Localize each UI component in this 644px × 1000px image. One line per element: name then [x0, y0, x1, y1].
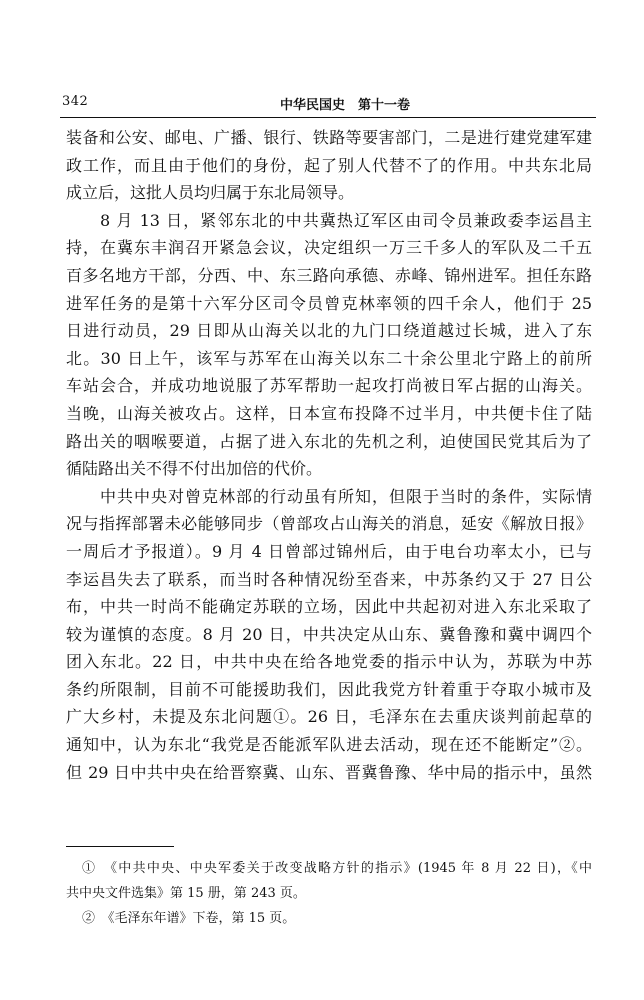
body-line: 车站会合，并成功地说服了苏军帮助一起攻打尚被日军占据的山海关。	[66, 376, 592, 396]
footnote-separator	[66, 846, 174, 847]
body-line: 日进行动员，29 日即从山海关以北的九门口绕道越过长城，进入了东	[66, 321, 592, 341]
body-line: 一周后才予报道）。9 月 4 日曾部过锦州后，由于电台功率太小，已与	[66, 541, 592, 561]
body-line: 北。30 日上午，该军与苏军在山海关以东二十余公里北宁路上的前所	[66, 348, 592, 368]
body-line: 政工作，而且由于他们的身份，起了别人代替不了的作用。中共东北局	[66, 155, 592, 175]
body-line: 当晚，山海关被攻占。这样，日本宣布投降不过半月，中共便卡住了陆	[66, 403, 592, 423]
body-line: 通知中，认为东北“我党是否能派军队进去活动，现在还不能断定”②。	[66, 735, 592, 755]
body-line: 循陆路出关不得不付出加倍的代价。	[66, 459, 323, 479]
body-line: 中共中央对曾克林部的行动虽有所知，但限于当时的条件，实际情	[100, 486, 592, 506]
body-line: 广大乡村，未提及东北问题①。26 日，毛泽东在去重庆谈判前起草的	[66, 707, 592, 727]
body-line: 较为谨慎的态度。8 月 20 日，中共决定从山东、冀鲁豫和冀中调四个	[66, 624, 592, 644]
body-line: 持，在冀东丰润召开紧急会议，决定组织一万三千多人的军队及二千五	[66, 238, 592, 258]
page-number: 342	[62, 94, 89, 109]
body-line: 路出关的咽喉要道，占据了进入东北的先机之利，迫使国民党其后为了	[66, 431, 592, 451]
page-header	[62, 92, 592, 118]
footnote-line: ① 《中共中央、中央军委关于改变战略方针的指示》(1945 年 8 月 22 日)，《中	[82, 861, 592, 876]
body-line: 8 月 13 日，紧邻东北的中共冀热辽军区由司令员兼政委李运昌主	[100, 210, 592, 230]
body-line: 百多名地方干部，分西、中、东三路向承德、赤峰、锦州进军。担任东路	[66, 265, 592, 285]
body-line: 况与指挥部署未必能够同步（曾部攻占山海关的消息，延安《解放日报》	[66, 514, 592, 534]
footnotes	[66, 856, 592, 931]
body-line: 团入东北。22 日，中共中央在给各地党委的指示中认为，苏联为中苏	[66, 652, 592, 672]
body-line: 条约所限制，目前不可能援助我们，因此我党方针着重于夺取小城市及	[66, 679, 592, 699]
body-line: 装备和公安、邮电、广播、银行、铁路等要害部门，二是进行建党建军建	[66, 128, 592, 147]
body-line: 成立后，这批人员均归属于东北局领导。	[66, 183, 355, 203]
body-line: 进军任务的是第十六军分区司令员曾克林率领的四千余人，他们于 25	[66, 293, 592, 313]
body-line: 但 29 日中共中央在给晋察冀、山东、晋冀鲁豫、华中局的指示中，虽然	[66, 762, 592, 782]
body-text	[66, 124, 592, 786]
header-rule	[60, 117, 596, 118]
body-line: 李运昌失去了联系，而当时各种情况纷至沓来，中苏条约又于 27 日公	[66, 569, 592, 589]
footnote-line: 共中央文件选集》第 15 册，第 243 页。	[66, 886, 306, 901]
footnote-line: ② 《毛泽东年谱》下卷，第 15 页。	[82, 911, 296, 926]
running-title: 中华民国史 第十一卷	[280, 98, 411, 113]
body-line: 布，中共一时尚不能确定苏联的立场，因此中共起初对进入东北采取了	[66, 597, 592, 617]
